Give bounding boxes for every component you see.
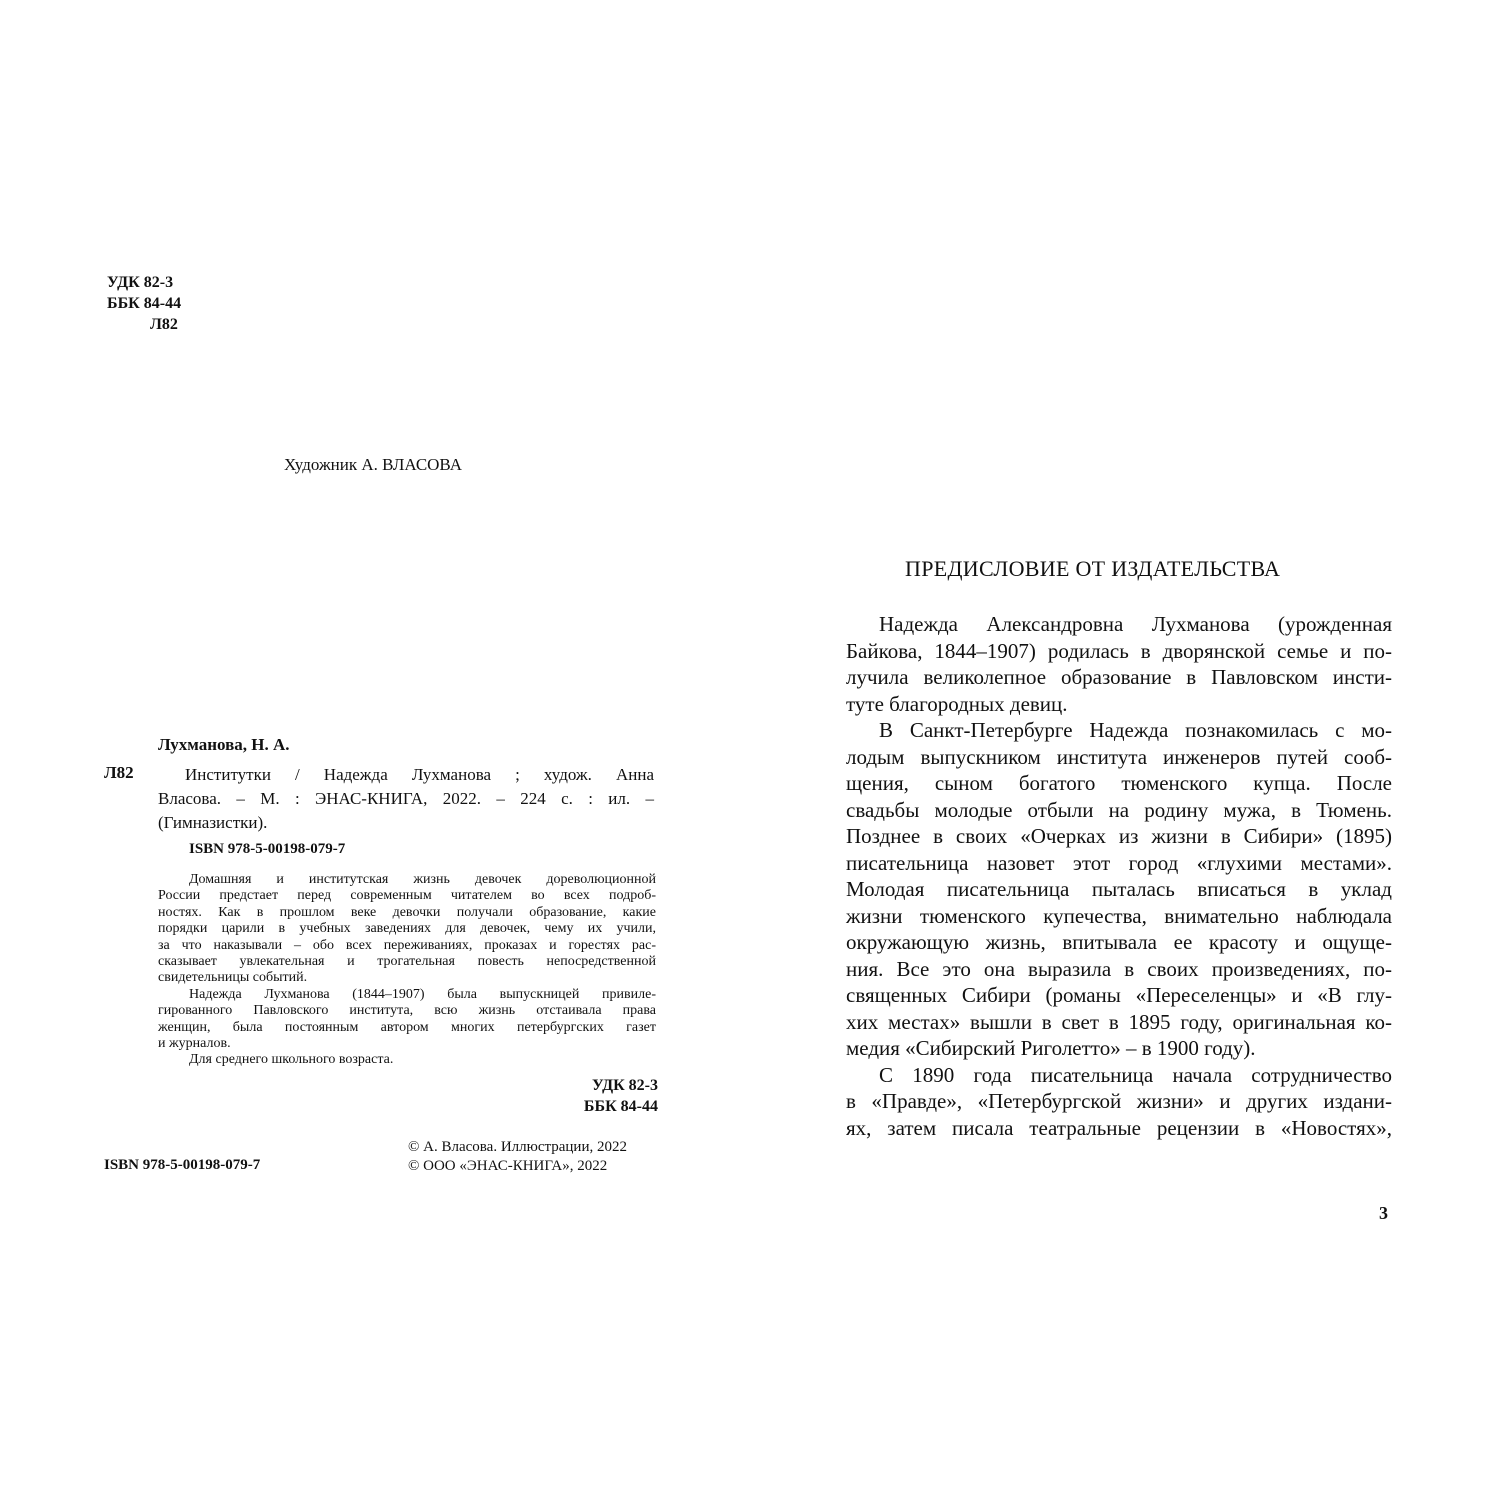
annotation-line: женщин, была постоянным автором многих петербургских газет	[158, 1019, 656, 1035]
annotation-line: свидетельницы событий.	[158, 970, 308, 986]
preface-line: лодым выпускником института инженеров путей сооб-	[846, 744, 1392, 769]
preface-line: С 1890 года писательница начала сотрудничество	[879, 1062, 1392, 1087]
preface-line: Позднее в своих «Очерках из жизни в Сибири» (1895)	[846, 824, 1392, 848]
preface-line: В Санкт-Петербурге Надежда познакомилась с мо-	[879, 718, 1392, 742]
preface-line: лучила великолепное образование в Павловском инсти-	[846, 665, 1392, 689]
copyright-illustrations: © А. Власова. Иллюстрации, 2022	[408, 1139, 627, 1155]
preface-line: Байкова, 1844–1907) родилась в дворянской семье и по-	[846, 638, 1392, 663]
author-mark: Л82	[150, 316, 178, 333]
preface-line: ния. Все это она выразила в своих произведениях, по-	[846, 956, 1392, 981]
bib-line: Власова. – М. : ЭНАС-КНИГА, 2022. – 224 с. : ил. –	[158, 789, 654, 808]
annotation-line: Домашняя и институтская жизнь девочек дореволюционной	[189, 872, 656, 887]
preface-line: хих местах» вышли в свет в 1895 году, оригинальная ко-	[846, 1009, 1392, 1034]
copyright-block	[408, 1138, 627, 1176]
classification-bottom	[572, 1075, 658, 1117]
preface-line: Надежда Александровна Лухманова (урожденная	[879, 612, 1392, 636]
bbk-code-bottom: ББК 84-44	[583, 1098, 658, 1115]
preface-line: ях, затем писала театральные рецензии в «Новостях»,	[846, 1115, 1392, 1140]
preface-line: окружающую жизнь, впитывала ее красоту и ощуще-	[846, 930, 1392, 954]
annotation-line: Надежда Лухманова (1844–1907) была выпускницей привиле-	[189, 986, 656, 1002]
annotation-line: за что наказывали – обо всех переживаниях, проказах и горестях рас-	[158, 937, 656, 953]
annotation-line: гированного Павловского института, всю жизнь отстаивала права	[158, 1003, 656, 1019]
bibliographic-description	[158, 763, 654, 835]
preface-line: в «Правде», «Петербургской жизни» и других издани-	[846, 1089, 1392, 1113]
preface-text	[846, 611, 1392, 1141]
preface-line: писательница назовет этот город «глухими местами».	[846, 850, 1392, 875]
copyright-publisher: © ООО «ЭНАС-КНИГА», 2022	[408, 1158, 608, 1174]
classification-block	[107, 272, 181, 335]
isbn-record: ISBN 978-5-00198-079-7	[189, 841, 346, 857]
preface-line: Молодая писательница пыталась вписаться в уклад	[846, 877, 1392, 901]
annotation-line: Для среднего школьного возраста.	[189, 1052, 394, 1068]
preface-line: свадьбы молодые отбыли на родину мужа, в Тюмень.	[846, 797, 1392, 822]
bib-author: Лухманова, Н. А.	[158, 735, 290, 754]
bbk-code: ББК 84-44	[107, 295, 182, 312]
bib-author-mark: Л82	[104, 763, 134, 782]
artist-credit: Художник А. ВЛАСОВА	[284, 455, 462, 474]
isbn-bottom: ISBN 978-5-00198-079-7	[104, 1157, 261, 1173]
annotation-line: и журналов.	[158, 1036, 231, 1052]
udk-code-bottom: УДК 82-3	[591, 1077, 658, 1094]
annotation-line: ностях. Как в прошлом веке девочки получали образование, какие	[158, 904, 656, 920]
preface-line: жизни тюменского купечества, внимательно наблюдала	[846, 903, 1392, 928]
preface-line: щения, сыном богатого тюменского купца. После	[846, 771, 1392, 795]
preface-line: священных Сибири (романы «Переселенцы» и «В глу-	[846, 983, 1392, 1007]
page-number: 3	[1379, 1203, 1388, 1223]
bib-line: Институтки / Надежда Лухманова ; худож. Анна	[185, 765, 654, 784]
udk-code: УДК 82-3	[107, 274, 174, 291]
annotation	[158, 872, 656, 1069]
annotation-line: порядки царили в учебных заведениях для девочек, чему их учили,	[158, 921, 656, 937]
bib-line: (Гимназистки).	[158, 813, 268, 832]
preface-line: медия «Сибирский Риголетто» – в 1900 году).	[846, 1036, 1256, 1060]
preface-line: туте благородных девиц.	[846, 691, 1068, 716]
annotation-line: России предстает перед современным читателем во всех подроб-	[158, 888, 656, 904]
page-title: ПРЕДИСЛОВИЕ ОТ ИЗДАТЕЛЬСТВА	[905, 556, 1281, 581]
annotation-line: сказывает увлекательная и трогательная повесть непосредственной	[158, 954, 656, 970]
